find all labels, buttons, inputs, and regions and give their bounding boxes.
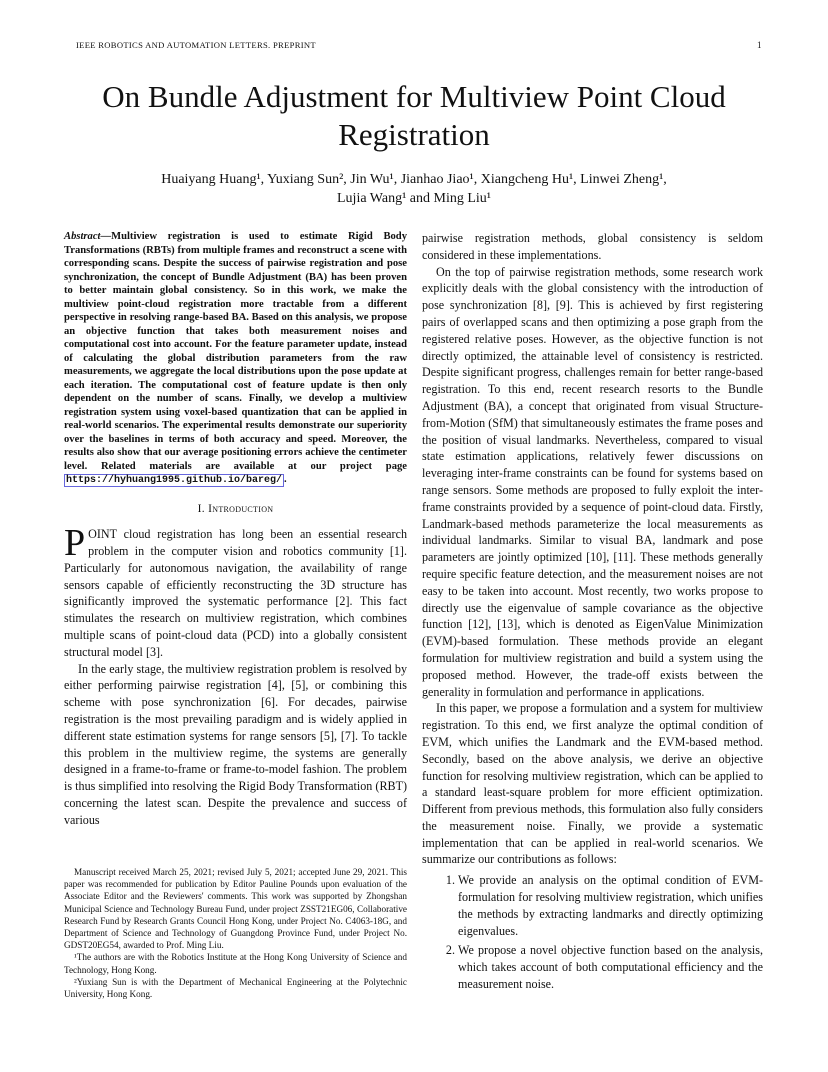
drop-cap: P xyxy=(64,522,86,565)
authors-line-1: Huaiyang Huang¹, Yuxiang Sun², Jin Wu¹, Jianhao Jiao¹, Xiangcheng Hu¹, Linwei Zheng¹, xyxy=(161,172,667,187)
running-header: IEEE ROBOTICS AND AUTOMATION LETTERS. PREPRINT xyxy=(76,40,316,50)
footnotes xyxy=(64,866,407,1000)
intro-paragraph-2: In the early stage, the multiview registration problem is resolved by either performing pairwise registration [4], [5], or combining this scheme with pose synchronization [6]. For decades, pairwise registration is the most prevailing paradigm and is widely applied in different state estimation systems for range sensors [5], [7]. To tackle this problem in the multiview regime, the systems are generally designed in a frame-to-frame or frame-to-model fashion. The problem is thus simplified into resolving the Rigid Body Transformation (RBT) concerning the latest scan. Despite the prevalence and success of various xyxy=(64,661,407,827)
author-list xyxy=(80,170,748,208)
right-paragraph-0: pairwise registration methods, global consistency is seldom considered in these implementations. xyxy=(422,231,763,262)
abstract: Abstract—Multiview registration is used to estimate Rigid Body Transformations (RBTs) from multiple frames and reconstruct a scene with corresponding scans. Despite the success of pairwise registration and pose synchronization, the concept of Bundle Adjustment (BA) has been proven to better maintain global consistency. So in this work, we make the multiview point-cloud registration more tractable from a different perspective in resolving range-based BA. Based on this analysis, we propose an objective function that takes both measurement noises and computational cost into account. For the feature parameter update, instead of calculating the global distribution parameters from the raw measurements, we aggregate the local distributions upon the pose update at each iteration. The computational cost of feature update is then only dependent on the number of scans. Finally, we develop a multiview registration system using voxel-based quantization that can be applied in real-world scenarios. The experimental results demonstrate our superiority over the baselines in terms of both accuracy and speed. Moreover, the results also show that our average positioning errors achieve the centimeter level. Related materials are available at our project page https://hyhuang1995.github.io/bareg/ . xyxy=(64,231,407,486)
right-paragraph-2: In this paper, we propose a formulation and a system for multiview registration. To this end, we first analyze the optimal condition of EVM, which unifies the Landmark and the EVM-based method. Secondly, based on the above analysis, we derive an objective function for resolving multiview registration, which can be applied to a standard least-square problem for more efficient optimization. Different from previous methods, this formulation also fully considers the measurement noise. Finally, we provide a systematic implementation that can be applied in real-world scenarios. We summarize our contributions as follows: xyxy=(422,701,763,867)
section-number: I. xyxy=(197,502,205,515)
paper-title: On Bundle Adjustment for Multiview Point Cloud Registration xyxy=(102,79,726,152)
contribution-item: 2. We propose a novel objective function based on the analysis, which takes account of both computational efficiency and the measurement noise. xyxy=(458,942,763,992)
intro-paragraph-1 xyxy=(64,522,407,660)
authors-line-2: Lujia Wang¹ and Ming Liu¹ xyxy=(337,191,491,206)
contributions-list xyxy=(422,872,763,993)
section-title: Introduction xyxy=(208,502,274,515)
right-column xyxy=(422,230,763,996)
intro-paragraph-1-text: OINT cloud registration has long been an essential research problem in the computer vision and robotics community [1]. Particularly for autonomous navigation, the availability of range sensors capable of efficiently reconstructing the 3D structure has significantly improved the systematic performance [2]. This fact stimulates the research on multiview registration, which combines multiple scans of point-cloud data (PCD) into a globally consistent structural model [3]. xyxy=(64,527,407,659)
footnote-affiliation-1: ¹The authors are with the Robotics Institute at the Hong Kong University of Science and Technology, Hong Kong. xyxy=(64,952,407,975)
page-number: 1 xyxy=(757,40,762,50)
contribution-item: 1. We provide an analysis on the optimal condition of EVM-formulation for resolving multiview registration, which unifies the methods by extracting landmarks and directly optimizing eigenvalues. xyxy=(458,872,763,939)
footnote-affiliation-2: ²Yuxiang Sun is with the Department of Mechanical Engineering at the Polytechnic University, Hong Kong. xyxy=(64,976,407,1000)
right-paragraph-1: On the top of pairwise registration methods, some research work explicitly deals with the global consistency with the introduction of pose synchronization [8], [9]. This is achieved by first registering pairs of overlapped scans and then optimizing a pose graph from the registered relative poses. However, as the objective function is not directly optimized, the attainable level of consistency is restricted. Despite significant progress, challenges remain for better range-based registration. To this end, recent research resorts to the Bundle Adjustment (BA), a concept that originated from visual Structure-from-Motion (SfM) that simultaneously estimates the frame poses and the position of visual landmarks. Nevertheless, compared to visual state estimation applications, relatively fewer discussions on leveraging inter-frame constraints can be found for systems based on range sensors. Some methods are proposed to fully exploit the inter-frame constraints provided by a sequence of point-cloud data. Firstly, Landmark-based methods parameterize the local measurements as individual landmarks. Similar to visual BA, landmark and pose parameters are jointly optimized [10], [11]. These methods generally require specific feature detection, and the measurement noises are not easy to be taken into account. Most recently, two works propose to directly use the eigenvalue of sample covariance as the objective function [12], [13], which is denoted as EigenValue Minimization (EVM)-based formulation. These methods provide an elegant formulation for multiview registration and build a system using the proposed method. However, the trade-off exists between the generality in formulation and performance in applications. xyxy=(422,264,763,699)
section-heading-introduction xyxy=(64,501,407,518)
left-column xyxy=(64,230,407,829)
project-page-link[interactable]: https://hyhuang1995.github.io/bareg/ xyxy=(66,475,283,486)
abstract-label: Abstract xyxy=(64,231,101,242)
footnote-manuscript: Manuscript received March 25, 2021; revised July 5, 2021; accepted June 29, 2021. This paper was recommended for publication by Editor Pauline Pounds upon evaluation of the Associate Editor and the Reviewers' comments. This work was supported by Zhongshan Municipal Science and Technology Bureau Fund, under project ZSST21EG06, Collaborative Research Fund by Research Grants Council Hong Kong, under Project No. C4063-18G, and Department of Science and Technology of Guangdong Province Fund, under Project No. GDST20EG54, awarded to Prof. Ming Liu. xyxy=(64,867,407,951)
abstract-body: —Multiview registration is used to estimate Rigid Body Transformations (RBTs) from multiple frames and reconstruct a scene with corresponding scans. Despite the success of pairwise registration and pose synchronization, the concept of Bundle Adjustment (BA) has been proven to better maintain global consistency. So in this work, we make the multiview point-cloud registration more tractable from a different perspective in resolving range-based BA. Based on this analysis, we propose an objective function that takes both measurement noises and computational cost into account. For the feature parameter update, instead of calculating the global distribution parameters from the raw measurements, we aggregate the local distributions upon the pose update at each iteration. The computational cost of feature update is then only dependent on the number of scans. Finally, we develop a multiview registration system using voxel-based quantization that can be applied in real-world scenarios. The experimental results demonstrate our superiority over the baselines in terms of both accuracy and speed. Moreover, the results also show that our average positioning errors achieve the centimeter level. Related materials are available at our project page xyxy=(64,231,407,472)
